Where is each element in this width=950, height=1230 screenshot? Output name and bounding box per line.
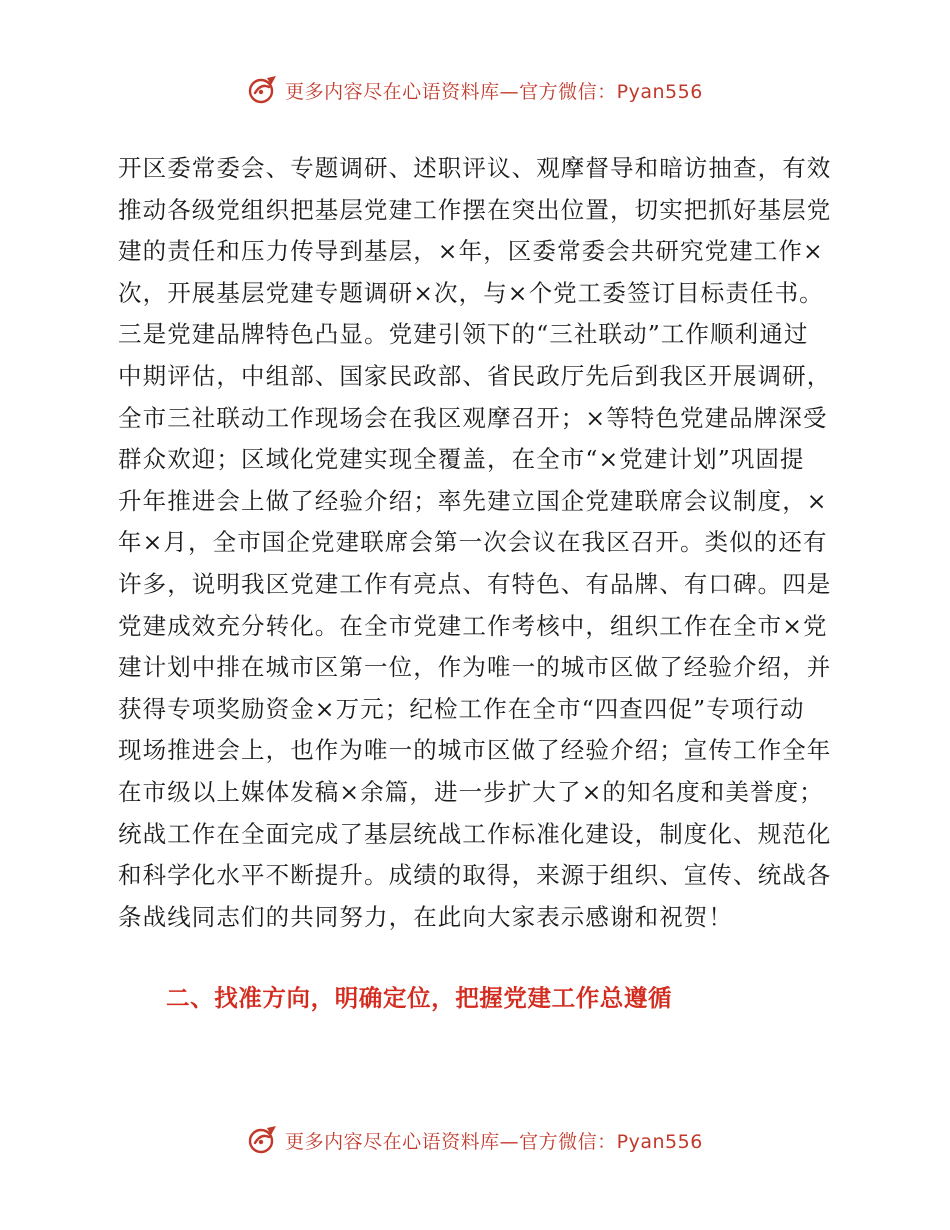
- watermark-text: 更多内容尽在心语资料库—官方微信：Pyan556: [285, 1130, 703, 1153]
- body-line: 推动各级党组织把基层党建工作摆在突出位置，切实把抓好基层党: [118, 195, 832, 224]
- body-line: 条战线同志们的共同努力，在此向大家表示感谢和祝贺！: [118, 902, 733, 931]
- body-line: 在市级以上媒体发稿×余篇，进一步扩大了×的知名度和美誉度；: [118, 777, 824, 806]
- footer-watermark: [0, 1122, 950, 1158]
- body-line: 和科学化水平不断提升。成绩的取得，来源于组织、宣传、统战各: [118, 861, 832, 890]
- body-line: 党建成效充分转化。在全市党建工作考核中，组织工作在全市×党: [118, 611, 828, 640]
- body-line: 建计划中排在城市区第一位，作为唯一的城市区做了经验介绍，并: [118, 653, 832, 682]
- body-line: 开区委常委会、专题调研、述职评议、观摩督导和暗访抽查，有效: [118, 154, 832, 182]
- brand-logo-icon: [247, 1124, 279, 1156]
- body-line: 统战工作在全面完成了基层统战工作标准化建设，制度化、规范化: [118, 819, 832, 848]
- body-line: 许多，说明我区党建工作有亮点、有特色、有品牌、有口碑。四是: [118, 569, 832, 598]
- body-line: 现场推进会上，也作为唯一的城市区做了经验介绍；宣传工作全年: [118, 736, 832, 765]
- body-line: 中期评估，中组部、国家民政部、省民政厅先后到我区开展调研，: [118, 361, 832, 390]
- body-line: 获得专项奖励资金×万元；纪检工作在全市“四查四促”专项行动: [118, 694, 805, 723]
- header-watermark: [0, 72, 950, 108]
- section-heading: 二、找准方向，明确定位，把握党建工作总遵循: [166, 984, 673, 1012]
- body-line: 建的责任和压力传导到基层，×年，区委常委会共研究党建工作×: [118, 237, 824, 266]
- body-line: 次，开展基层党建专题调研×次，与×个党工委签订目标责任书。: [118, 278, 824, 307]
- body-line: 升年推进会上做了经验介绍；率先建立国企党建联席会议制度，×: [118, 486, 828, 515]
- body-line: 全市三社联动工作现场会在我区观摩召开；×等特色党建品牌深受: [118, 403, 828, 432]
- body-line: 年×月，全市国企党建联席会第一次会议在我区召开。类似的还有: [118, 528, 828, 557]
- body-line: 三是党建品牌特色凸显。党建引领下的“三社联动”工作顺利通过: [118, 320, 809, 349]
- body-line: 群众欢迎；区域化党建实现全覆盖，在全市“×党建计划”巩固提: [118, 445, 805, 474]
- brand-logo-icon: [247, 74, 279, 106]
- watermark-text: 更多内容尽在心语资料库—官方微信：Pyan556: [285, 80, 703, 103]
- document-body: [118, 148, 838, 938]
